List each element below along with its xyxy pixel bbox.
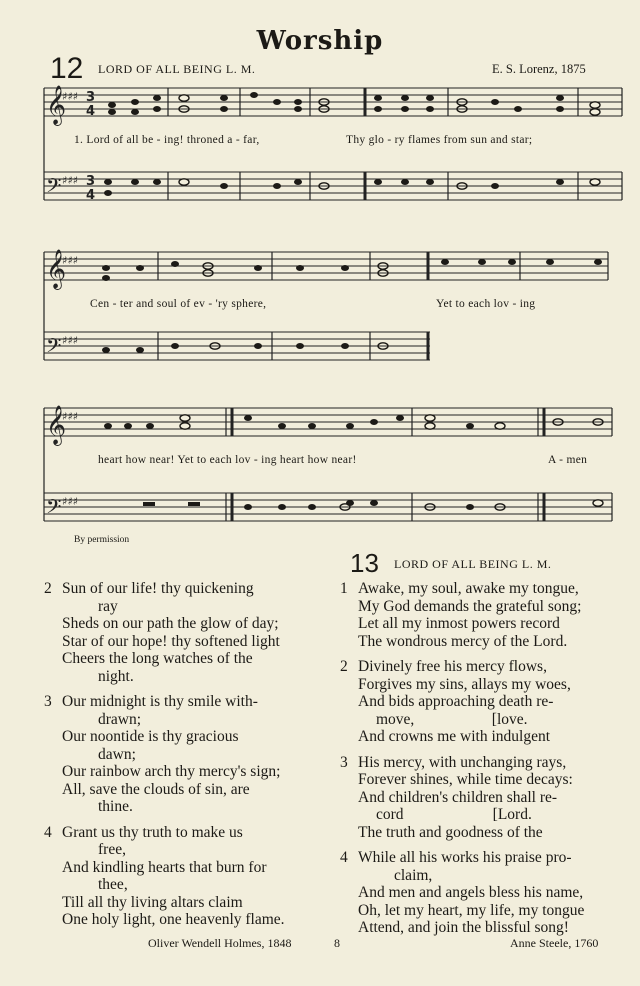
verse-line: claim, xyxy=(394,866,433,884)
footer-right-author: Anne Steele, 1760 xyxy=(510,936,599,950)
verse-line: And children's children shall re- xyxy=(358,788,558,806)
verse-line: Let all my inmost powers record xyxy=(358,615,560,632)
verse-number: 2 xyxy=(340,658,348,675)
hymn-12-composer: E. S. Lorenz, 1875 xyxy=(492,62,586,76)
svg-text:4: 4 xyxy=(86,104,96,119)
verse-line: And men and angels bless his name, xyxy=(358,884,584,901)
verse-line: thine. xyxy=(98,798,133,815)
svg-text:3: 3 xyxy=(86,90,96,105)
verse-line: Sheds on our path the glow of day; xyxy=(62,615,279,632)
verse-line: Star of our hope! thy softened light xyxy=(62,632,280,650)
section-title: Worship xyxy=(256,26,384,56)
lyrics-line2-b: Yet to each lov - ing xyxy=(436,298,536,310)
svg-text:3: 3 xyxy=(86,174,96,189)
svg-text:♯♯♯: ♯♯♯ xyxy=(62,334,78,347)
left-verse-2 xyxy=(44,580,334,685)
hymn-12-number: 12 xyxy=(50,52,84,85)
verse-line: Our noontide is thy gracious xyxy=(62,728,239,745)
right-verse-1 xyxy=(340,580,630,650)
lyrics-line2-a: Cen - ter and soul of ev - 'ry sphere, xyxy=(90,298,267,310)
right-verse-4 xyxy=(340,849,630,937)
verse-number: 4 xyxy=(44,823,52,841)
verse-line: Divinely free his mercy flows, xyxy=(358,658,547,675)
verse-line: While all his works his praise pro- xyxy=(358,849,572,866)
verse-line: Grant us thy truth to make us xyxy=(62,823,243,841)
lyrics-line1-a: 1. Lord of all be - ing! throned a - far, xyxy=(74,134,260,146)
svg-text:♯♯♯: ♯♯♯ xyxy=(62,495,78,508)
svg-text:4: 4 xyxy=(86,188,96,203)
verse-line: Till all thy living altars claim xyxy=(62,893,243,911)
verse-line: The wondrous mercy of the Lord. xyxy=(358,632,568,650)
svg-text:𝄞: 𝄞 xyxy=(46,249,67,289)
left-verse-4 xyxy=(44,824,334,929)
verse-line: One holy light, one heavenly flame. xyxy=(62,911,285,928)
verse-line: All, save the clouds of sin, are xyxy=(62,780,250,798)
hymn-13-number: 13 xyxy=(350,548,379,578)
svg-text:𝄢: 𝄢 xyxy=(46,174,62,202)
right-verse-3 xyxy=(340,754,630,842)
verse-line: His mercy, with unchanging rays, xyxy=(358,753,567,771)
staff-system1-bass xyxy=(44,172,622,200)
verse-line: Awake, my soul, awake my tongue, xyxy=(358,580,579,597)
hymn-12-title: LORD OF ALL BEING L. M. xyxy=(98,62,256,76)
verse-line: And crowns me with indulgent xyxy=(358,728,551,745)
verse-line: And bids approaching death re- xyxy=(358,693,554,710)
verse-line: Attend, and join the blissful song! xyxy=(358,919,569,936)
lyrics-line3-a: heart how near! Yet to each lov - ing heart how near! xyxy=(98,454,357,466)
verse-line: Sun of our life! thy quickening xyxy=(62,580,254,597)
verse-line: thee, xyxy=(98,876,128,893)
verse-line: My God demands the grateful song; xyxy=(358,597,582,615)
verse-number: 4 xyxy=(340,849,348,866)
lyrics-line3-b: A - men xyxy=(548,454,588,466)
staff-system3-bass xyxy=(44,493,612,521)
lyrics-line1-b: Thy glo - ry flames from sun and star; xyxy=(346,134,533,146)
footer-left-author: Oliver Wendell Holmes, 1848 xyxy=(148,936,292,950)
svg-text:𝄞: 𝄞 xyxy=(46,85,67,125)
verse-number: 3 xyxy=(44,693,52,710)
verse-line: Our midnight is thy smile with- xyxy=(62,693,258,710)
staff-system2-treble xyxy=(44,252,608,280)
verse-line: Our rainbow arch thy mercy's sign; xyxy=(62,763,281,780)
right-verse-2 xyxy=(340,658,630,746)
verse-line: Cheers the long watches of the xyxy=(62,650,253,667)
page-number: 8 xyxy=(334,936,340,950)
staff-system3-treble xyxy=(44,408,612,436)
verse-line: night. xyxy=(98,667,134,685)
svg-text:𝄢: 𝄢 xyxy=(46,495,62,523)
staff-system2-bass xyxy=(44,332,430,360)
verse-number: 1 xyxy=(340,580,348,597)
svg-text:♯♯♯: ♯♯♯ xyxy=(62,254,78,267)
verse-line: Forever shines, while time decays: xyxy=(358,771,573,788)
verse-line: Oh, let my heart, my life, my tongue xyxy=(358,901,585,919)
verse-line: The truth and goodness of the xyxy=(358,823,543,841)
svg-text:♯♯♯: ♯♯♯ xyxy=(62,174,78,187)
permission-note: By permission xyxy=(74,535,130,545)
verse-number: 2 xyxy=(44,580,52,597)
hymn-13-title: LORD OF ALL BEING L. M. xyxy=(394,557,552,571)
left-verses xyxy=(44,580,334,929)
verse-line: drawn; xyxy=(98,710,142,728)
verse-line: free, xyxy=(98,841,126,858)
verse-line: Forgives my sins, allays my woes, xyxy=(358,675,571,693)
verse-line: cord [Lord. xyxy=(376,806,532,823)
svg-text:♯♯♯: ♯♯♯ xyxy=(62,90,78,103)
svg-text:𝄢: 𝄢 xyxy=(46,334,62,362)
svg-text:𝄞: 𝄞 xyxy=(46,405,67,445)
verse-number: 3 xyxy=(340,753,348,771)
svg-text:♯♯♯: ♯♯♯ xyxy=(62,410,78,423)
right-verses xyxy=(340,580,630,937)
left-verse-3 xyxy=(44,693,334,816)
verse-line: And kindling hearts that burn for xyxy=(62,858,267,876)
verse-line: dawn; xyxy=(98,745,136,763)
verse-line: move, [love. xyxy=(376,710,528,728)
verse-line: ray xyxy=(98,597,118,615)
staff-system1-treble xyxy=(44,88,622,116)
